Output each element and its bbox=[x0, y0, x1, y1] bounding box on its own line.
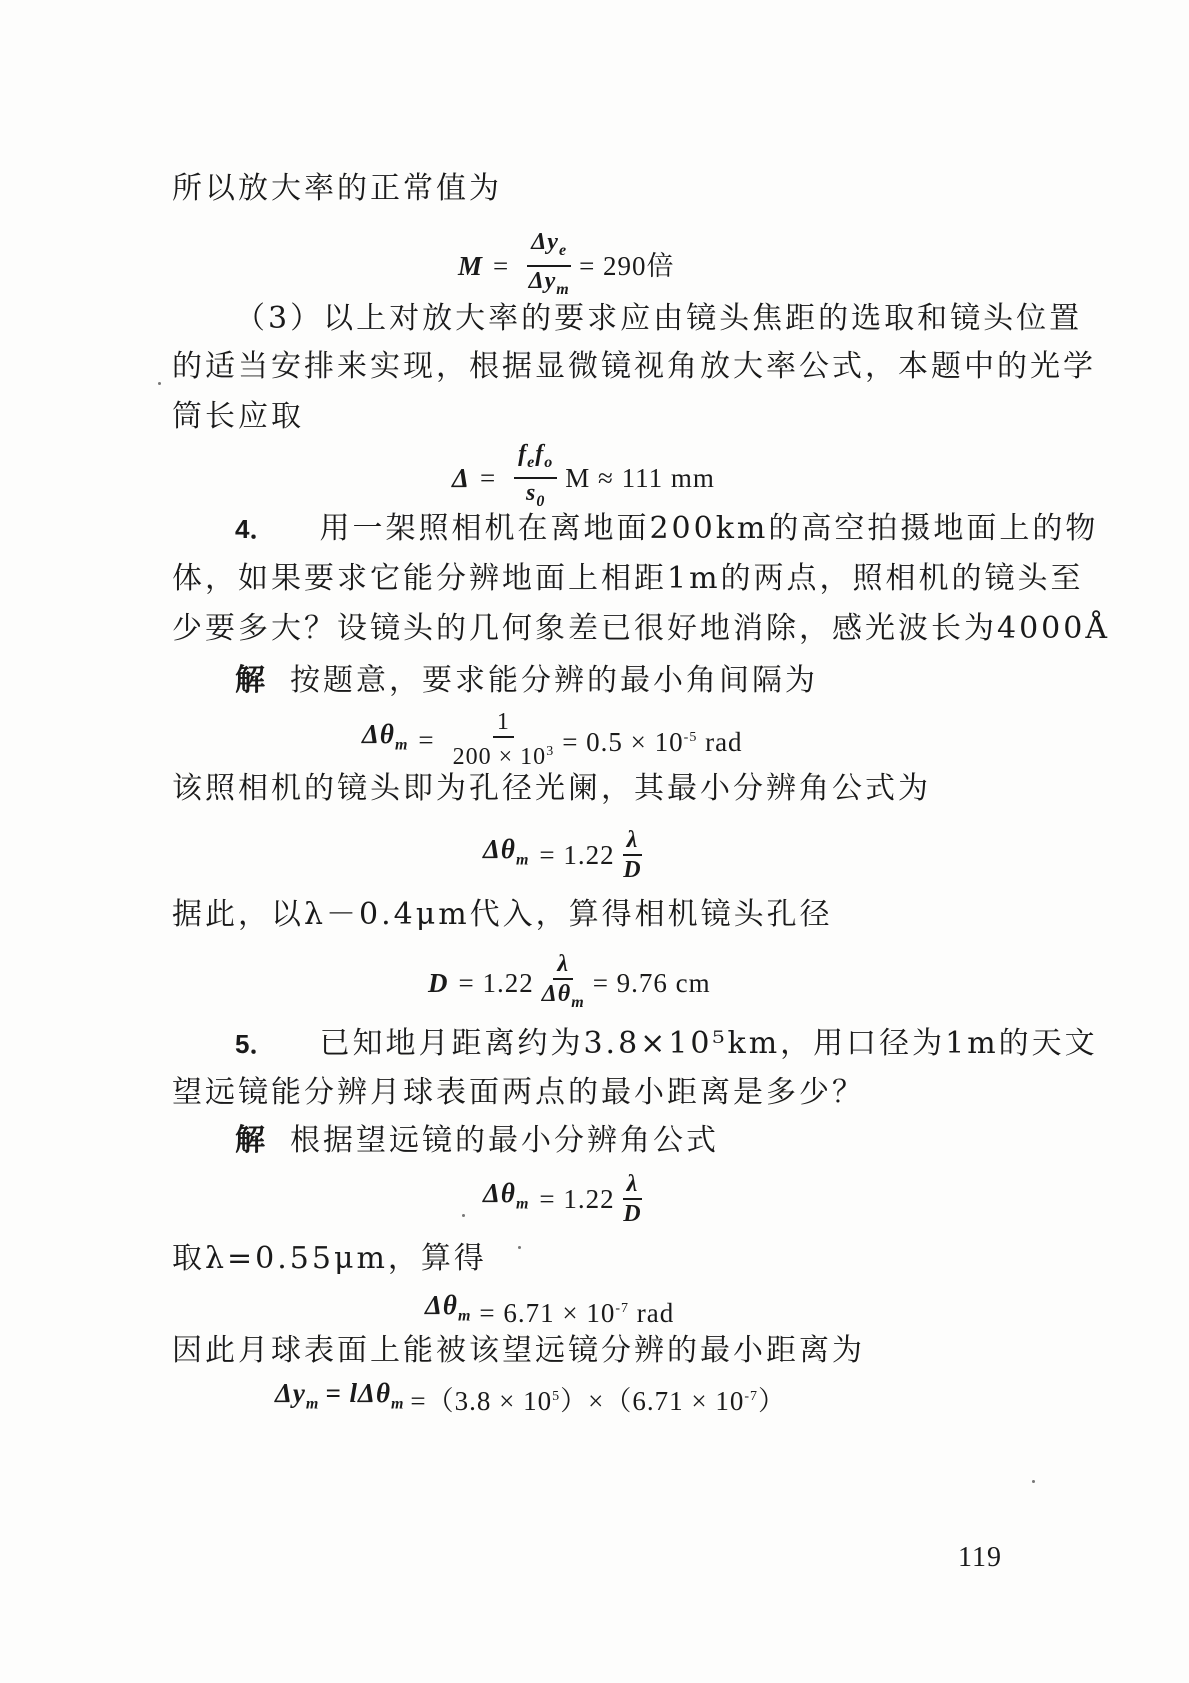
fraction: λ D bbox=[623, 827, 642, 883]
equation-angle-value: $\Delta\theta_m$ = $6.71 \times 10^{-7}$ rad bbox=[425, 1290, 675, 1328]
equation-min-distance: $\Delta y_m$ = lΔθ$_m$ $=(3.8 \times 10^5)\times(6.71 \times 10^{-7})$ bbox=[275, 1378, 787, 1416]
scan-speck bbox=[518, 1246, 521, 1249]
fraction: λ D bbox=[623, 1171, 642, 1227]
solution-label: 解 bbox=[235, 663, 268, 698]
text-line: 筒长应取 bbox=[172, 399, 304, 434]
equation-resolution-formula: $\Delta\theta_m$ = 1.22 λ D bbox=[483, 827, 642, 883]
text-line: 取λ=0.55μm，算得 bbox=[172, 1241, 487, 1276]
text-line: 所以放大率的正常值为 bbox=[172, 171, 502, 206]
scan-speck bbox=[1032, 1480, 1035, 1483]
equation-aperture: D = 1.22 λ $\Delta\theta_m$ = 9.76 cm bbox=[428, 950, 711, 1017]
text-line: （3）以上对放大率的要求应由镜头焦距的选取和镜头位置 bbox=[235, 301, 1083, 336]
fraction: $\Delta y_e$ $\Delta y_m$ bbox=[528, 229, 570, 298]
question-4-line: 4． 用一架照相机在离地面200km的高空拍摄地面上的物 bbox=[235, 511, 1099, 546]
fraction: $f_ef_o$ $s_0$ bbox=[514, 440, 557, 516]
text-line: 据此，以λ－0.4μm代入，算得相机镜头孔径 bbox=[172, 897, 833, 932]
fraction: $\frac{1}{200 \times 10^3}$ bbox=[452, 709, 555, 770]
fraction: λ $\Delta\theta_m$ bbox=[541, 951, 585, 1011]
text-line: 体，如果要求它能分辨地面上相距1m的两点，照相机的镜头至 bbox=[172, 561, 1084, 596]
equation-min-angle: $\Delta\theta_m$ = $\frac{1}{200 \times 10^3}$ = $0.5 \times 10^{-5}$ rad bbox=[362, 709, 743, 770]
text-line: 的适当安排来实现，根据显微镜视角放大率公式，本题中的光学 bbox=[172, 349, 1096, 384]
scan-speck bbox=[462, 1214, 465, 1217]
solution-line: 解 按题意，要求能分辨的最小角间隔为 bbox=[235, 663, 818, 698]
equation-magnification: M = $\Delta y_e$ $\Delta y_m$ = 290倍 bbox=[458, 228, 675, 304]
page-number: 119 bbox=[958, 1542, 1002, 1573]
question-number: 4． bbox=[235, 514, 276, 544]
question-5-line: 5． 已知地月距离约为3.8×10⁵km，用口径为1m的天文 bbox=[235, 1026, 1098, 1061]
solution-label: 解 bbox=[235, 1123, 268, 1158]
question-number: 5． bbox=[235, 1029, 276, 1059]
text-line: 该照相机的镜头即为孔径光阑，其最小分辨角公式为 bbox=[172, 771, 931, 806]
solution-line: 解 根据望远镜的最小分辨角公式 bbox=[235, 1123, 719, 1158]
equation-telescope-formula: $\Delta\theta_m$ = 1.22 λ D bbox=[483, 1171, 642, 1227]
text-line: 少要多大？设镜头的几何象差已很好地消除，感光波长为4000Å bbox=[172, 611, 1111, 646]
equation-tube-length: Δ = $f_ef_o$ $s_0$ M ≈ 111 mm bbox=[452, 440, 715, 516]
scan-speck bbox=[158, 382, 161, 385]
text-line: 望远镜能分辨月球表面两点的最小距离是多少？ bbox=[172, 1075, 865, 1110]
text-line: 因此月球表面上能被该望远镜分辨的最小距离为 bbox=[172, 1333, 865, 1368]
